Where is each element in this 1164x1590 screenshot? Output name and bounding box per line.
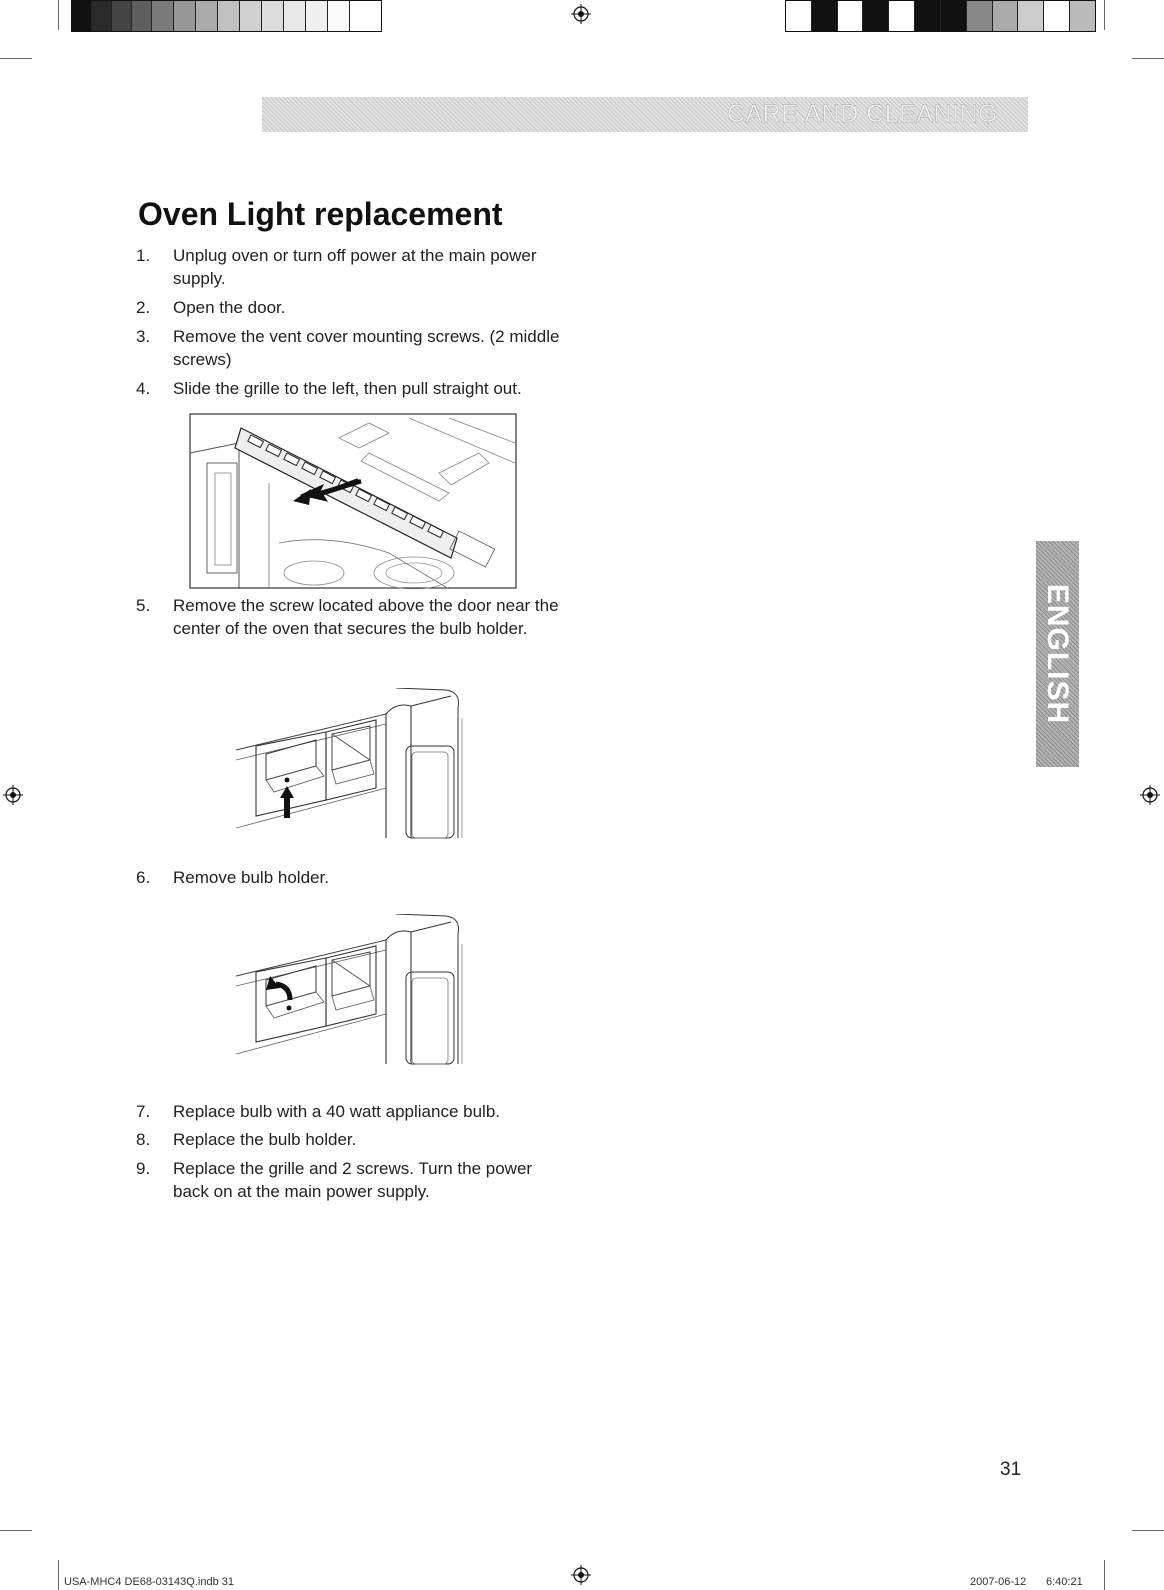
footer-date: 2007-06-12 (970, 1576, 1027, 1588)
list-item (136, 296, 576, 319)
step-number: 7. (136, 1102, 151, 1121)
list-item (136, 1128, 576, 1151)
registration-mark-icon (1140, 785, 1160, 805)
step-number: 1. (136, 246, 151, 265)
language-tab (1036, 541, 1079, 767)
crop-mark (1104, 0, 1105, 30)
list-item (136, 594, 566, 640)
list-item (136, 1100, 576, 1123)
step-number: 2. (136, 298, 151, 317)
step-number: 9. (136, 1159, 151, 1178)
list-item (136, 244, 576, 290)
step-number: 8. (136, 1130, 151, 1149)
footer-time: 6:40:21 (1046, 1576, 1083, 1588)
step-text: Slide the grille to the left, then pull straight out. (173, 379, 522, 398)
section-title: CARE AND CLEANING (726, 100, 998, 128)
page-number: 31 (1000, 1459, 1022, 1480)
step-number: 4. (136, 379, 151, 398)
bulb-holder-screw-illustration (236, 688, 468, 848)
list-item (136, 325, 576, 371)
footer-file-name: USA-MHC4 DE68-03143Q.indb 31 (64, 1576, 234, 1588)
step-text: Remove bulb holder. (173, 868, 329, 887)
language-tab-label: ENGLISH (1041, 583, 1075, 725)
step-text: Replace the grille and 2 screws. Turn the power back on at the main power supply. (173, 1159, 533, 1201)
step-number: 3. (136, 327, 151, 346)
page-title: Oven Light replacement (138, 196, 503, 232)
print-color-bar-right (785, 0, 1096, 32)
step-text: Open the door. (173, 298, 286, 317)
crop-mark (58, 1560, 59, 1590)
crop-mark (0, 58, 32, 59)
step-text: Replace the bulb holder. (173, 1130, 357, 1149)
step-text: Remove the vent cover mounting screws. (2 middle screws) (173, 327, 560, 369)
list-item (136, 866, 576, 889)
crop-mark (1132, 58, 1164, 59)
step-text: Unplug oven or turn off power at the main power supply. (173, 246, 537, 288)
step-number: 5. (136, 596, 151, 615)
registration-mark-icon (3, 785, 23, 805)
section-header-band (262, 97, 1028, 132)
crop-mark (58, 0, 59, 30)
crop-mark (1132, 1530, 1164, 1531)
step-text: Replace bulb with a 40 watt appliance bulb. (173, 1102, 500, 1121)
grille-removal-illustration (189, 413, 517, 589)
step-number: 6. (136, 868, 151, 887)
list-item (136, 1157, 566, 1203)
bulb-holder-removal-illustration (236, 914, 468, 1076)
step-text: Remove the screw located above the door near the center of the oven that secures the bulb holder. (173, 596, 559, 638)
registration-mark-icon (571, 1565, 591, 1585)
list-item (136, 377, 576, 400)
print-color-bar-left (71, 0, 382, 32)
crop-mark (0, 1530, 32, 1531)
registration-mark-icon (571, 4, 591, 24)
crop-mark (1104, 1560, 1105, 1590)
